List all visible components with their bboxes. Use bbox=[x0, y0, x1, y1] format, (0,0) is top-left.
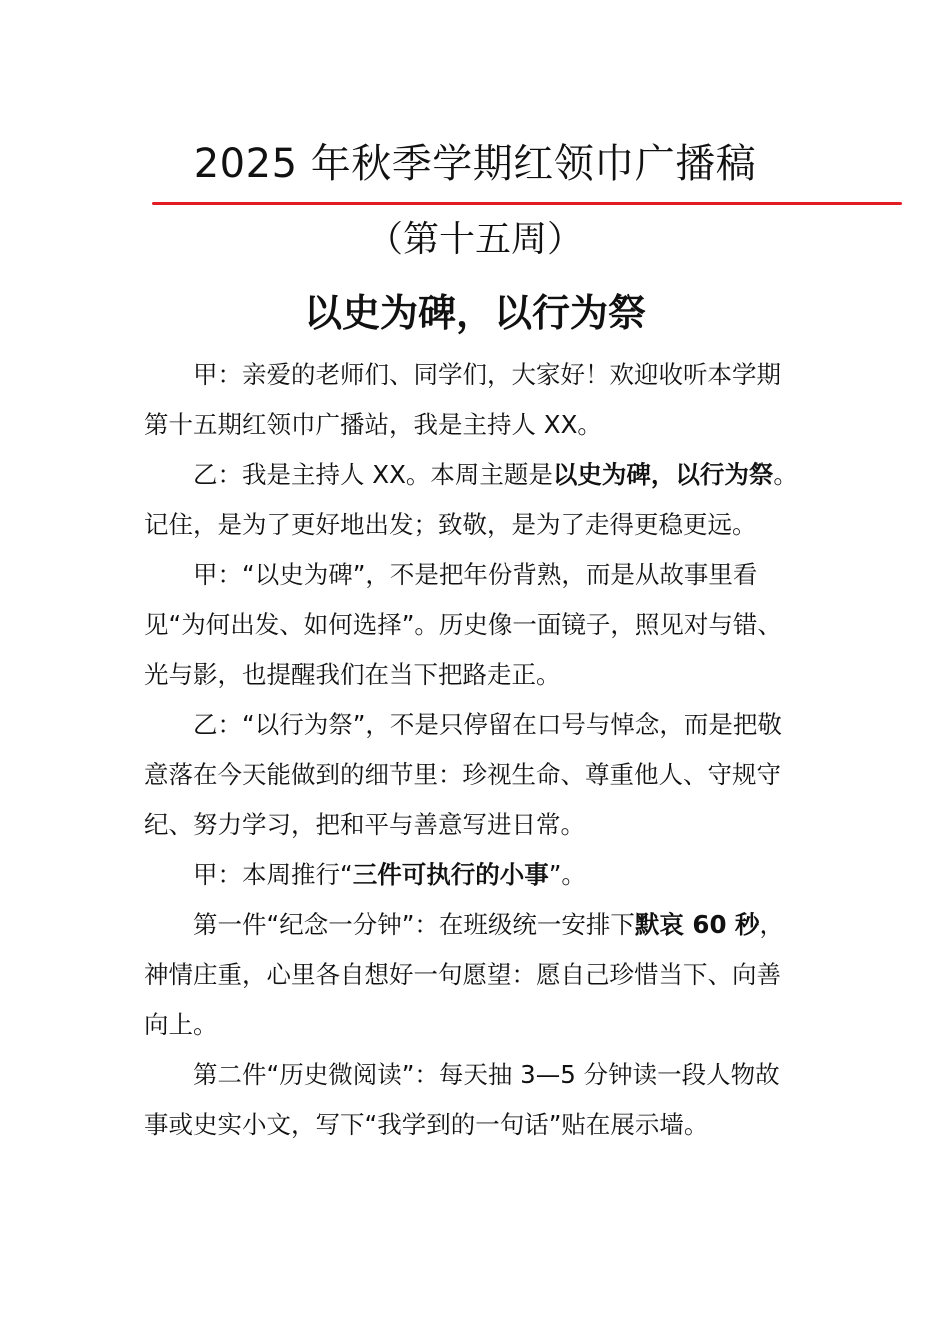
paragraph-5-text-a: 甲：本周推行“ bbox=[193, 860, 353, 889]
paragraph-6-text-a: 第一件“纪念一分钟”：在班级统一安排下 bbox=[193, 910, 635, 939]
paragraph-5-text-b: ”。 bbox=[548, 860, 586, 889]
document-title: 2025 年秋季学期红领巾广播稿 bbox=[193, 141, 757, 187]
paragraph-5 bbox=[144, 850, 804, 900]
paragraph-1: 甲：亲爱的老师们、同学们，大家好！欢迎收听本学期第十五期红领巾广播站，我是主持人 XX。 bbox=[144, 360, 781, 439]
paragraph-2-text-a: 乙：我是主持人 XX。本周主题是 bbox=[193, 460, 553, 489]
paragraph-6-text-b: ，神情庄重，心里各自想好一句愿望：愿自己珍惜当下、向善向上。 bbox=[144, 910, 785, 1039]
theme-bold: 以史为碑，以行为祭 bbox=[552, 460, 774, 489]
week-subtitle: （第十五周） bbox=[366, 219, 583, 260]
theme-headline: 以史为碑，以行为祭 bbox=[303, 291, 646, 335]
paragraph-4: 乙：“以行为祭”，不是只停留在口号与悼念，而是把敬意落在今天能做到的细节里：珍视生命、尊重他人、守规守纪、努力学习，把和平与善意写进日常。 bbox=[144, 710, 782, 839]
paragraph-6 bbox=[144, 900, 804, 1050]
silence-bold: 默哀 60 秒 bbox=[634, 910, 760, 939]
paragraph-7: 第二件“历史微阅读”：每天抽 3—5 分钟读一段人物故事或史实小文，写下“我学到的一句话”贴在展示墙。 bbox=[144, 1060, 780, 1139]
paragraph-3: 甲：“以史为碑”，不是把年份背熟，而是从故事里看见“为何出发、如何选择”。历史像一面镜子，照见对与错、光与影，也提醒我们在当下把路走正。 bbox=[144, 560, 782, 689]
title-red-rule bbox=[152, 202, 902, 205]
broadcast-body bbox=[144, 350, 804, 1150]
paragraph-2-text-b: 。记住，是为了更好地出发；致敬，是为了走得更稳更远。 bbox=[144, 460, 798, 539]
paragraph-2 bbox=[144, 450, 804, 550]
three-things-bold: 三件可执行的小事 bbox=[352, 860, 549, 889]
